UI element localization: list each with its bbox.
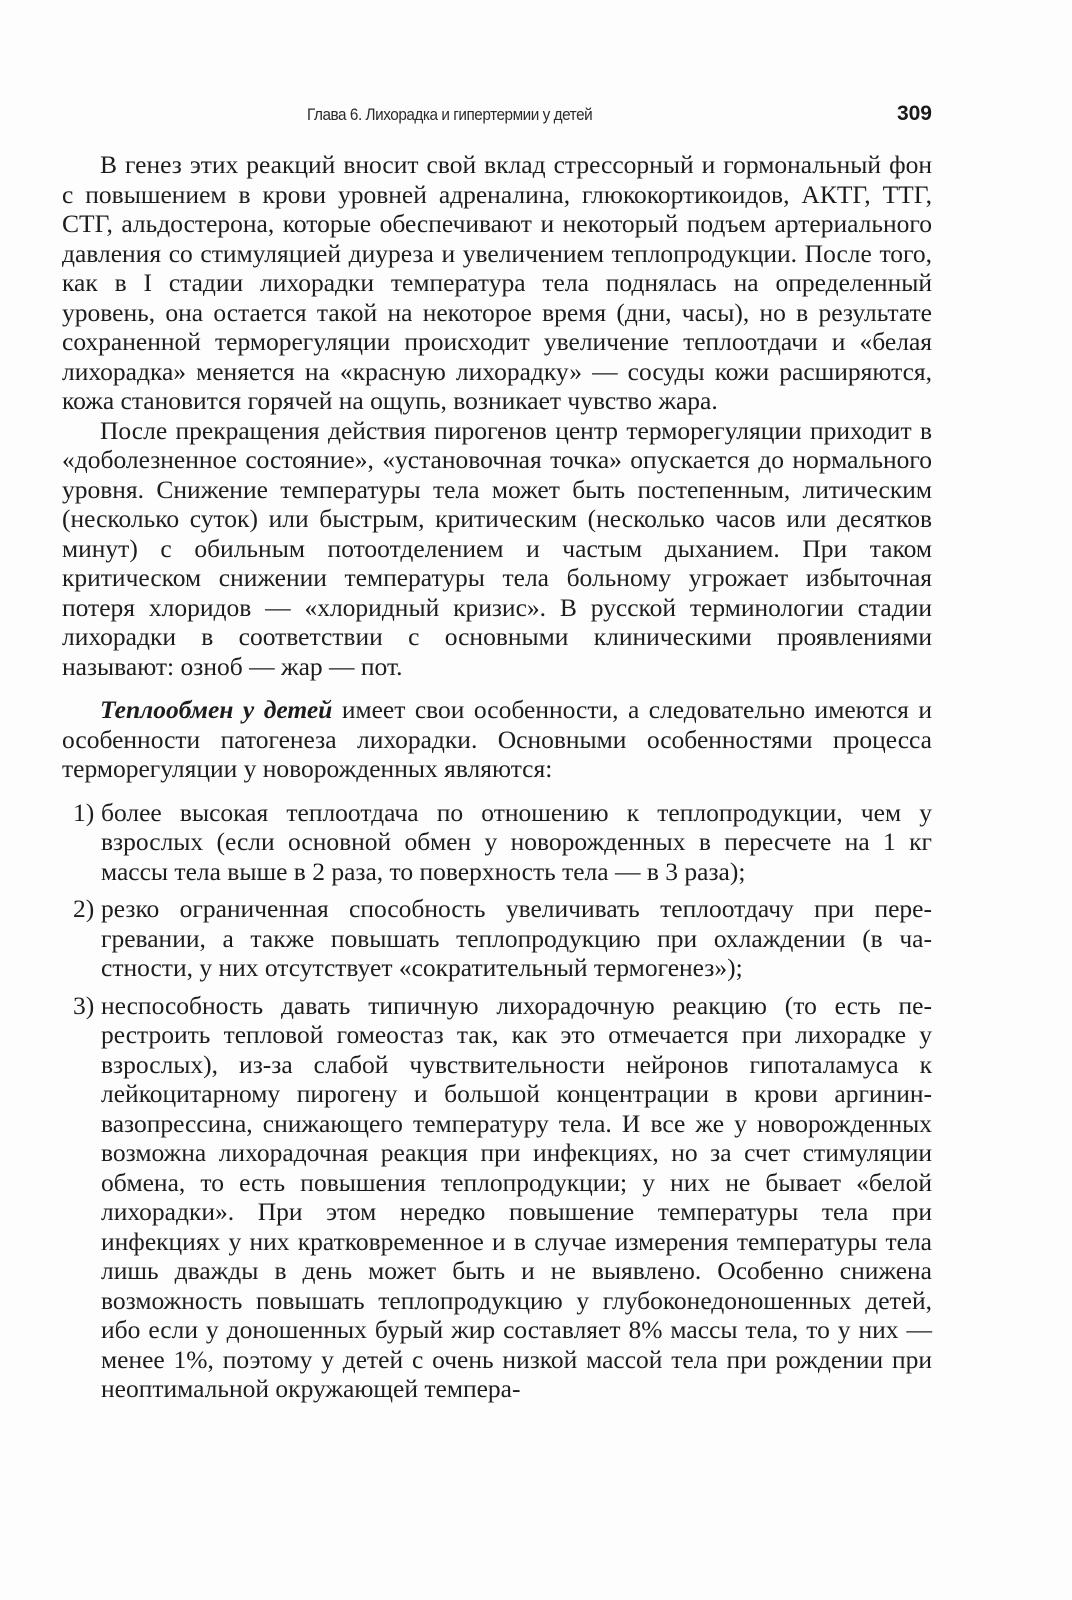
page-number: 309	[896, 102, 932, 125]
list-item-number: 3)	[73, 990, 95, 1020]
body-text	[62, 150, 932, 1412]
list-item	[62, 798, 932, 887]
list-item-text: резко ограниченная способность увеличивать теплоотдачу при перегревании, а также повышать теплопродукцию при охлаждении (в частности, у них отсутствует «сократительный термогенез»);	[101, 894, 932, 982]
list-item-text: более высокая теплоотдача по отношению к теплопродукции, чем у взрослых (если основной обмен у новорожденных в пересчете на 1 кг массы тела выше в 2 раза, то поверхность тела — в 3 раза);	[101, 797, 932, 886]
numbered-list	[62, 798, 932, 1404]
paragraph: В генез этих реакций вносит свой вклад стрессорный и гормональный фон с повышением в крови уровней адреналина, глюкокортикоидов, АКТГ, ТТГ, СТГ, альдостерона, которые обеспечивают и некоторый подъем артериального давления со стимуляцией диуреза и увеличением теплопродукции. После того, как в I стадии лихорадки температура тела поднялась на определенный уровень, она остается такой на некоторое время (дни, часы), но в результате сохраненной терморегуляции происходит увеличение теплоотдачи и «белая лихорадка» меняется на «красную лихорадку» — сосуды кожи расширяются, кожа становится горячей на ощупь, возникает чувство жара.	[62, 150, 932, 415]
list-item	[62, 894, 932, 983]
section-lead-term: Теплообмен у детей	[100, 695, 333, 724]
chapter-title: Глава 6. Лихорадка и гипертермии у детей	[307, 105, 593, 124]
list-item-number: 1)	[73, 797, 95, 827]
section-lead-text: имеет свои особенности, а следовательно имеются и особенности патогенеза лихорадки. Основными особенностями процесса терморегуляции у новорожденных являются:	[62, 695, 932, 783]
list-item-text: неспособность давать типичную лихорадочную реакцию (то есть перестроить тепловой гомеостаз так, как это отмечается при лихорадке у взрослых), из-за слабой чувствительности нейронов гипоталамуса к лейкоцитарному пирогену и большой концентрации в крови аргинин-вазопрессина, снижающего температуру тела. И все же у новорожденных возможна лихорадочная реакция при инфекциях, но за счет стимуляции обмена, то есть повышения теплопродукции; у них не бывает «белой лихорадки». При этом нередко повышение температуры тела при инфекциях у них кратковременное и в случае измерения температуры тела лишь дважды в день может быть и не выявлено. Особенно снижена возможность повышать теплопродукцию у глубоконедоношенных детей, ибо если у доношенных бурый жир составляет 8% массы тела, то у них — менее 1%, поэтому у детей с очень низкой массой тела при рождении при неоптимальной окружающей темпера-	[101, 990, 932, 1403]
list-item-number: 2)	[73, 894, 95, 923]
list-item	[62, 991, 932, 1404]
running-header	[0, 101, 1072, 131]
paragraph: После прекращения действия пирогенов центр терморегуляции приходит в «доболезненное состояние», «установочная точка» опускается до нормального уровня. Снижение температуры тела может быть постепенным, литическим (несколько суток) или быстрым, критическим (несколько часов или десятков минут) с обильным потоотделением и частым дыханием. При таком критическом снижении температуры тела больному угрожает избыточная потеря хлоридов — «хлоридный кризис». В русской терминологии стадии лихорадки в соответствии с основными клиническими проявлениями называют: озноб — жар — пот.	[62, 415, 932, 681]
section-paragraph	[62, 695, 932, 784]
